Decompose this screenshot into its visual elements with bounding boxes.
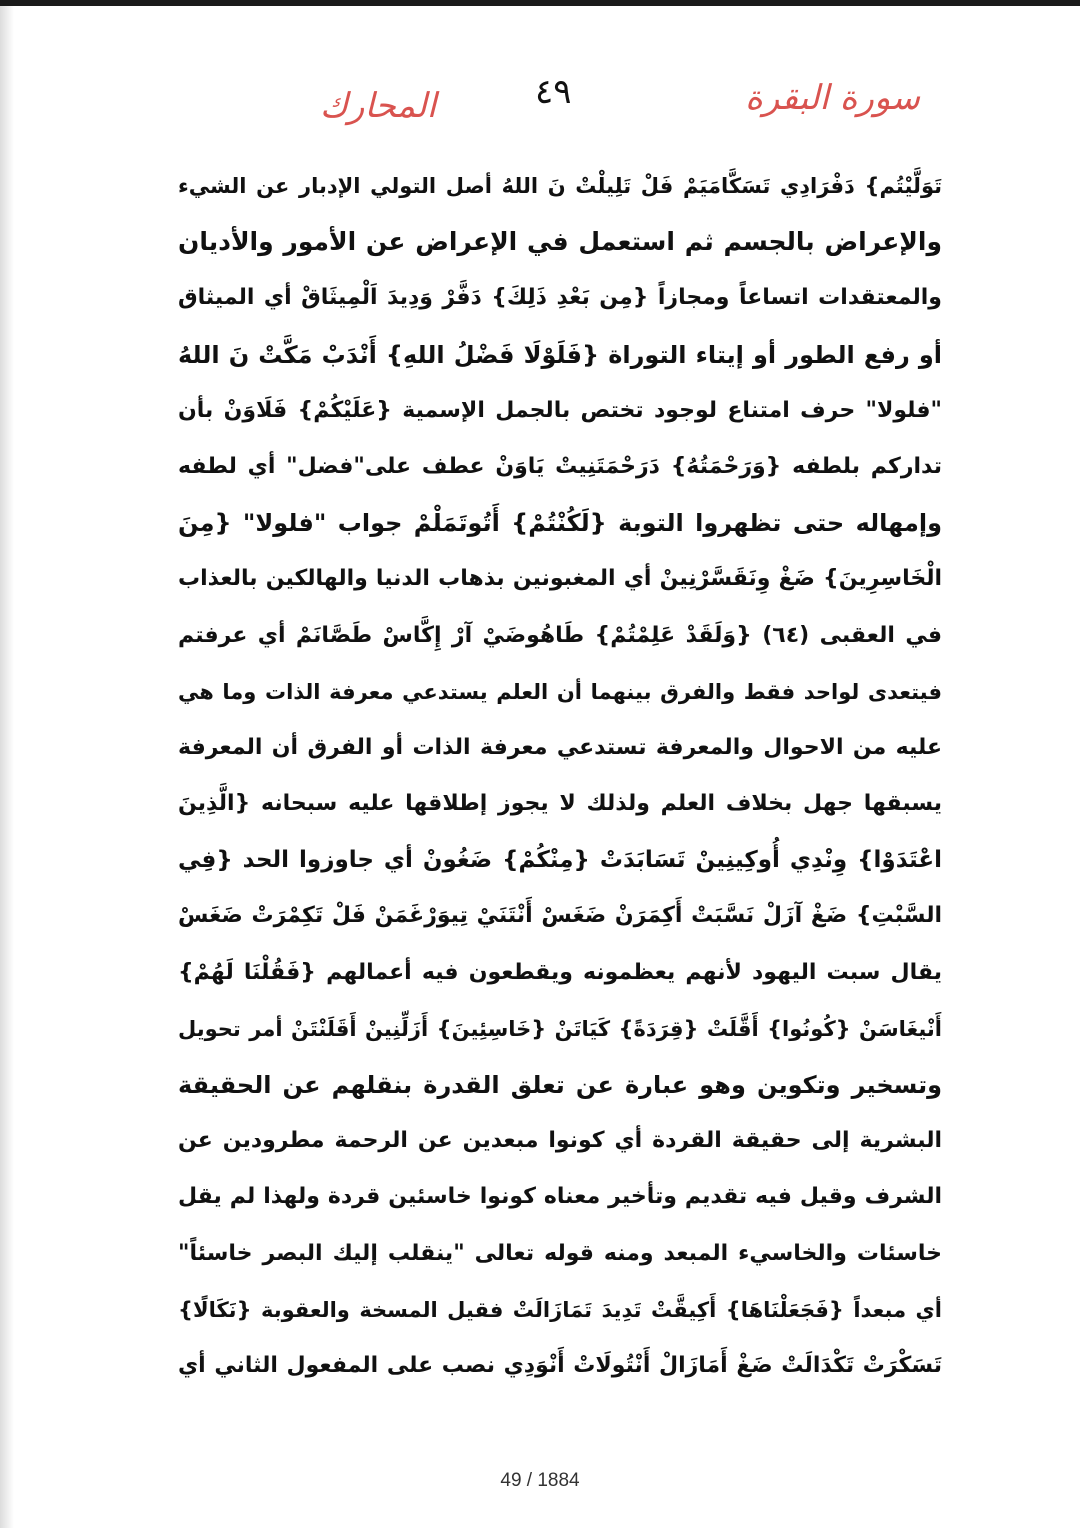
text-line: "فلولا" حرف امتناع لوجود تختص بالجمل الإسمية {عَلَيْكُمْ} فَلَاوَنْ بأن (178, 397, 942, 423)
text-line: أو رفع الطور أو إيتاء التوراة {فَلَوْلَا فَضْلُ اللهِ} أَنْدَبْ مَكَّتْ نَ اللهُ (178, 340, 942, 369)
text-line: خاسئات والخاسيء المبعد ومنه قوله تعالى "ينقلب إليك البصر خاسئاً" (178, 1240, 942, 1266)
text-line: اعْتَدَوْا} وِنْدِي أُوكِينِينْ تَسَابَدَتْ {مِنْكُمْ} ضَغُونْ أي جاوزوا الحد {فِي (178, 847, 942, 874)
text-line: أَنْيغَاسَنْ {كُونُوا} أَقَّلَتْ {قِرَدَةً} كَيَاتَنْ {خَاسِئِينَ} أَزَلِّنِينْ أَقَلَنْتَنْ أمر تحويل (178, 1016, 942, 1041)
text-line: يسبقها جهل بخلاف العلم ولذلك لا يجوز إطلاقها عليه سبحانه {الَّذِينَ (178, 791, 942, 817)
text-line: فيتعدى لواحد فقط والفرق بينهما أن العلم يستدعي معرفة الذات وما هي (178, 679, 942, 704)
body-text (178, 158, 942, 1394)
scan-left-shadow (0, 6, 14, 1528)
text-line: الشرف وقيل فيه تقديم وتأخير معناه كونوا خاسئين قردة ولهذا لم يقل (178, 1184, 942, 1210)
text-line: وإمهاله حتى تظهروا التوبة {لَكُنْتُمْ} أَتُوتَمَلْمْ جواب "فلولا" {مِنَ (178, 509, 942, 538)
text-line: البشرية إلى حقيقة القردة أي كونوا مبعدين عن الرحمة مطرودين عن (178, 1128, 942, 1154)
surah-label: سورة البقرة (745, 78, 920, 118)
text-line: تَسَكْرَتْ تَكْدَالَتْ ضَغْ أَمَازَالْ أَنْتُولَاتْ أَنْوَدِي نصب على المفعول الثاني أي (178, 1352, 942, 1378)
text-line: والمعتقدات اتساعاً ومجازاً {مِن بَعْدِ ذَلِكَ} دَفَّرْ وَدِيدَ اَلْمِيثَاقْ أي الميثاق (178, 285, 942, 311)
text-line: السَّبْتِ} ضَغْ آزَلْ نَسَّبَتْ أَكِمَرَنْ ضَغَسْ أَنْتَنَيْ تِيوَرْغَمَنْ فَلْ تَكِمْرَتْ ضَغَسْ (178, 903, 942, 929)
page-number: ٤٩ (535, 72, 572, 112)
text-line: عليه من الاحوال والمعرفة تستدعي معرفة الذات أو الفرق أن المعرفة (178, 734, 942, 760)
text-line: وتسخير وتكوين وهو عبارة عن تعلق القدرة بنقلهم عن الحقيقة (178, 1071, 942, 1099)
text-line: والإعراض بالجسم ثم استعمل في الإعراض عن الأمور والأديان (178, 227, 942, 257)
text-line: الْخَاسِرِينَ} ضَغْ وِنَقَسَّرْنِينْ أي المغبونين بذهاب الدنيا والهالكين بالعذاب (178, 566, 942, 592)
text-line: تَوَلَّيْتُم} دَفْرَادِي تَسَكَّامَيَمْ فَلْ تَلِيلْتْ نَ اللهُ أصل التولي الإدبار عن الشيء (178, 174, 942, 198)
text-line: في العقبى (٦٤) {وَلَقَدْ عَلِمْتُمْ} طَاهُوضَيْ آرْ إِكَّاسْ طَصَّانَمْ أي عرفتم (178, 622, 942, 648)
text-line: يقال سبت اليهود لأنهم يعظمونه ويقطعون فيه أعمالهم {فَقُلْنَا لَهُمْ} (178, 959, 942, 985)
text-line: تداركم بلطفه {وَرَحْمَتُهُ} دَرَحْمَتَنِيتْ يَاوَنْ عطف على"فضل" أي لطفه (178, 453, 942, 479)
page-header (180, 72, 920, 142)
handwritten-note: المحارك (320, 86, 437, 126)
scan-top-edge (0, 0, 1080, 6)
page-indicator: 49 / 1884 (500, 1470, 580, 1491)
text-line: أي مبعداً {فَجَعَلْنَاهَا} أَكِيقَّتْ تَدِيدَ تَمَازَالَتْ فقيل المسخة والعقوبة {نَكَالًا} (178, 1297, 942, 1322)
